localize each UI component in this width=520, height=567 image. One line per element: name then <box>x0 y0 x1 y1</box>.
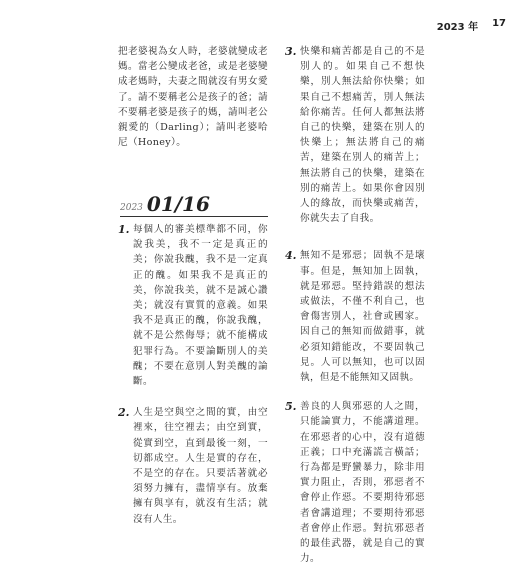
entry-item <box>118 222 268 389</box>
entry-text: 人生是空與空之間的實，由空裡來，往空裡去；由空到實，從實到空，直到最後一刻，一切都成空。人生是實的存在，不是空的存在。只要活著就必須努力擁有，盡情享有。放棄擁有與享有，就沒有生活；就沒有人生。 <box>133 407 268 525</box>
entry-text: 善良的人與邪惡的人之間，只能論實力，不能講道理。在邪惡者的心中，沒有道德正義；口中充滿謊言橫話；行為都是野蠻暴力，除非用實力阻止，否則，邪惡者不會停止作惡。不要期待邪惡者會講道理；不要期待邪惡者會停止作惡。對抗邪惡者的最佳武器，就是自己的實力。 <box>300 401 425 565</box>
entry-number: 1. <box>118 223 130 236</box>
date-heading-date: 01/16 <box>146 192 210 216</box>
date-heading <box>120 194 268 217</box>
entry-number: 4. <box>285 249 297 263</box>
entry-item <box>118 405 268 527</box>
entry-number: 5. <box>285 400 297 414</box>
entry-number: 3. <box>285 45 297 58</box>
date-heading-year: 2023 <box>120 203 143 213</box>
left-column-continuation <box>118 44 268 150</box>
left-entry-list <box>118 222 268 527</box>
running-head <box>437 18 506 33</box>
entry-text: 無知不是邪惡；固執不是壞事。但是，無知加上固執，就是邪惡。堅持錯誤的想法或做法，不僅不利自己，也會傷害別人，社會或國家。因自己的無知而做錯事，就必須知錯能改，不要固執己見。人可以無知，也可以固執，但是不能無知又固執。 <box>300 250 425 384</box>
entry-item <box>285 399 425 566</box>
page-number: 17 <box>492 18 506 29</box>
entry-item <box>285 248 425 385</box>
running-head-year: 2023 年 <box>436 22 479 33</box>
entry-text: 快樂和痛苦都是自己的不是別人的。如果自己不想快樂，別人無法給你快樂；如果自己不想痛苦，別人無法給你痛苦。任何人都無法將自己的快樂，建築在別人的快樂上；無法將自己的痛苦，建築在別人的痛苦上；無法將自己的快樂，建築在別的痛苦上。如果你會因別人的緣故，而快樂或痛苦，你就失去了自我。 <box>300 46 425 225</box>
entry-item <box>285 44 425 226</box>
continuation-paragraph: 把老婆視為女人時，老婆就變成老媽。當老公變成老爸，或是老婆變成老媽時，夫妻之間就沒有男女愛了。請不要稱老公是孩子的爸；請不要稱老婆是孩子的媽，請叫老公親愛的（Darling）；請叫老婆哈尼（Honey）。 <box>118 46 268 149</box>
right-entry-list <box>285 44 425 567</box>
entry-number: 2. <box>118 406 130 420</box>
entry-text: 每個人的審美標準都不同，你說我美，我不一定是真正的美；你說我醜，我不是一定真正的醜。如果我不是真正的美，你說我美，就不是誠心讚美；就沒有實質的意義。如果我不是真正的醜，你說我醜，就不是公然侮辱；就不能構成犯罪行為。不要論斷別人的美醜；不要在意別人對美醜的論斷。 <box>133 224 268 388</box>
